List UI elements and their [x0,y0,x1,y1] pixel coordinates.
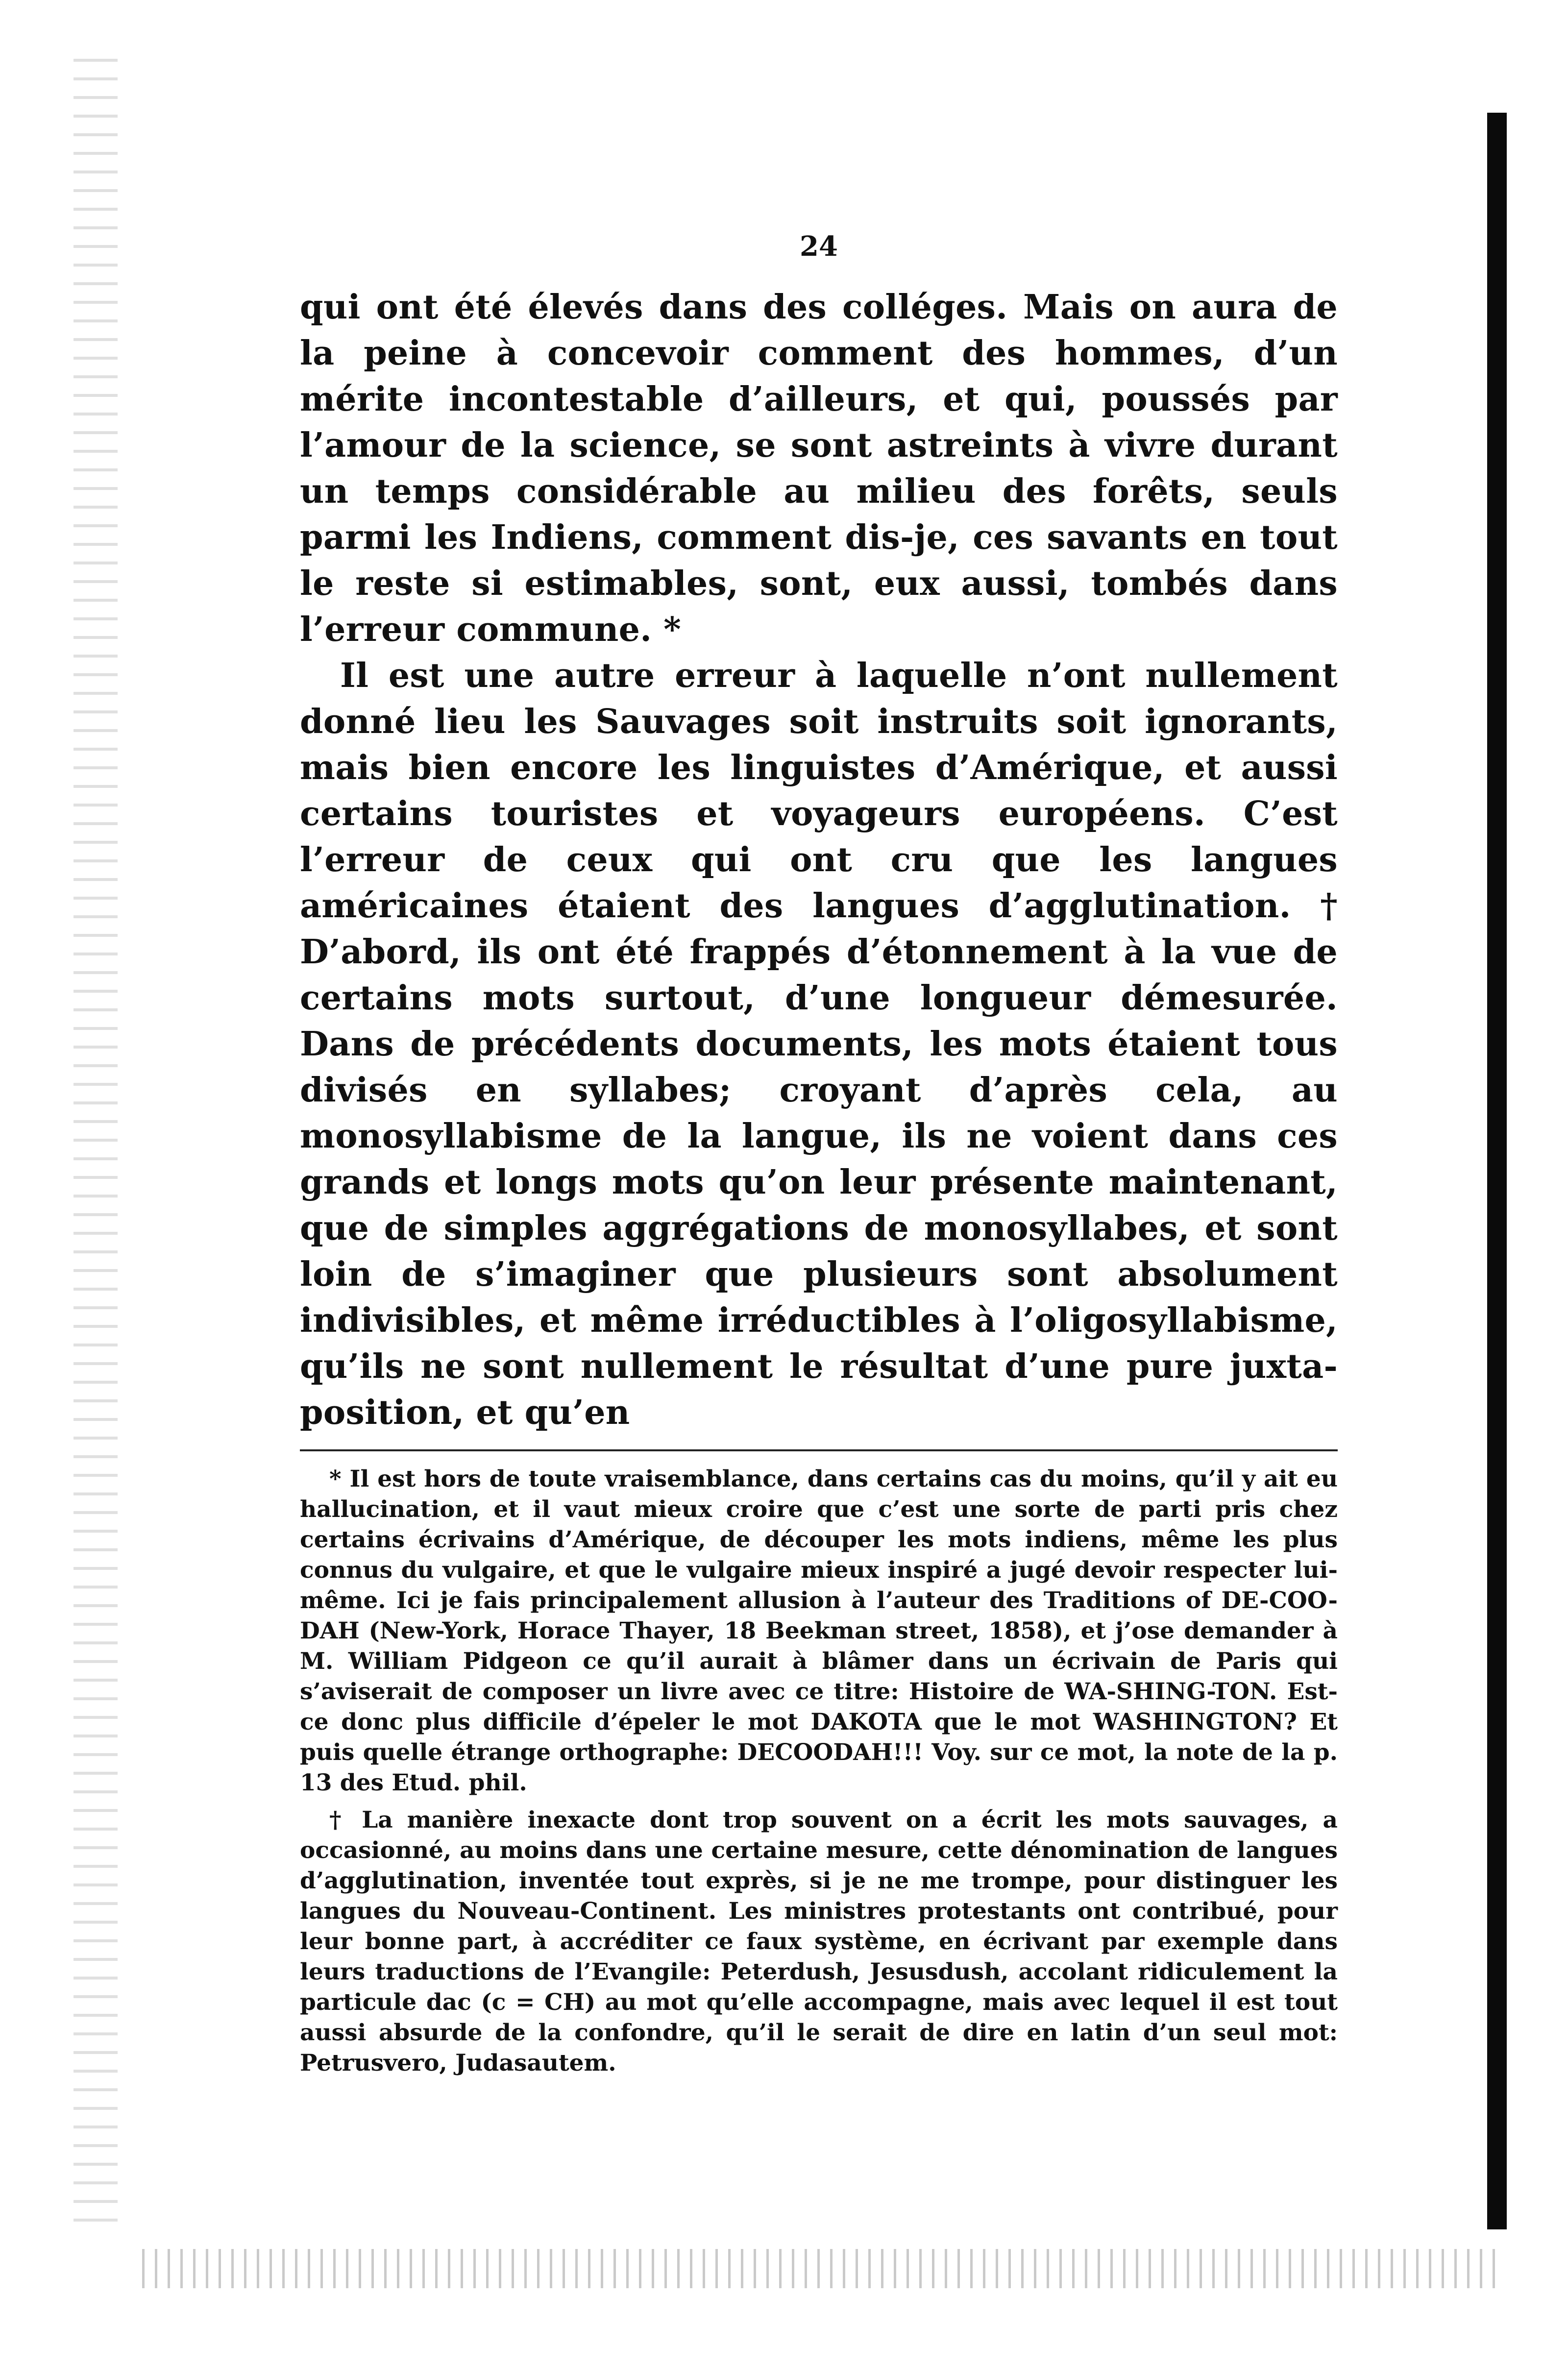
footnote: * Il est hors de toute vraisemblance, dans certains cas du moins, qu’il y ait eu hallucination, et il vaut mieux croire que c’est une sorte de parti pris chez certains écrivains d’Amérique, de découper les mots indiens, même les plus connus du vulgaire, et que le vulgaire mieux inspiré a jugé devoir respecter lui-même. Ici je fais principalement allusion à l’auteur des Traditions of DE-COO-DAH (New-York, Horace Thayer, 18 Beekman street, 1858), et j’ose demander à M. William Pidgeon ce qu’il aurait à blâmer dans un écrivain de Paris qui s’aviserait de composer un livre avec ce titre: Histoire de WA-SHING-TON. Est-ce donc plus difficile d’épeler le mot DAKOTA que le mot WASHINGTON? Et puis quelle étrange orthographe: DECOODAH!!! Voy. sur ce mot, la note de la p. 13 des Etud. phil. [300,1466,1338,1796]
page-number: 24 [800,230,838,263]
footnotes [300,1464,1338,2078]
book-page [300,230,1338,2078]
footnote: † La manière inexacte dont trop souvent on a écrit les mots sauvages, a occasionné, au moins dans une certaine mesure, cette dénomination de langues d’agglutination, inventée tout exprès, si je ne me trompe, pour distinguer les langues du Nouveau-Continent. Les ministres protestants ont contribué, pour leur bonne part, à accréditer ce faux système, en écrivant par exemple dans leurs traductions de l’Evangile: Peterdush, Jesusdush, accolant ridiculement la particule dac (c = CH) au mot qu’elle accompagne, mais avec lequel il est tout aussi absurde de la confondre, qu’il le serait de dire en latin d’un seul mot: Petrusvero, Judasautem. [300,1807,1338,2077]
paragraph: qui ont été élevés dans des colléges. Mais on aura de la peine à concevoir comment des hommes, d’un mérite incontestable d’ailleurs, et qui, poussés par l’amour de la science, se sont astreints à vivre durant un temps considérable au milieu des forêts, seuls parmi les Indiens, comment dis-je, ces savants en tout le reste si estimables, sont, eux aussi, tombés dans l’erreur commune. * [300,288,1338,649]
scan-left-edge [74,59,118,2234]
paragraph: Il est une autre erreur à laquelle n’ont nullement donné lieu les Sauvages soit instruits soit ignorants, mais bien encore les linguistes d’Amérique, et aussi certains touristes et voyageurs européens. C’est l’erreur de ceux qui ont cru que les langues américaines étaient des langues d’agglutination. † D’abord, ils ont été frappés d’étonnement à la vue de certains mots surtout, d’une longueur démesurée. Dans de précédents documents, les mots étaient tous divisés en syllabes; croyant d’après cela, au monosyllabisme de la langue, ils ne voient dans ces grands et longs mots qu’on leur présente maintenant, que de simples aggrégations de monosyllabes, et sont loin de s’imaginer que plusieurs sont absolument indivisibles, et même irréductibles à l’oligosyllabisme, qu’ils ne sont nullement le résultat d’une pure juxta-position, et qu’en [300,656,1338,1432]
scan-bottom-edge [142,2249,1499,2288]
footnote-rule [300,1449,1338,1451]
scan-right-edge [1487,113,1507,2229]
body-text [300,284,1338,1436]
